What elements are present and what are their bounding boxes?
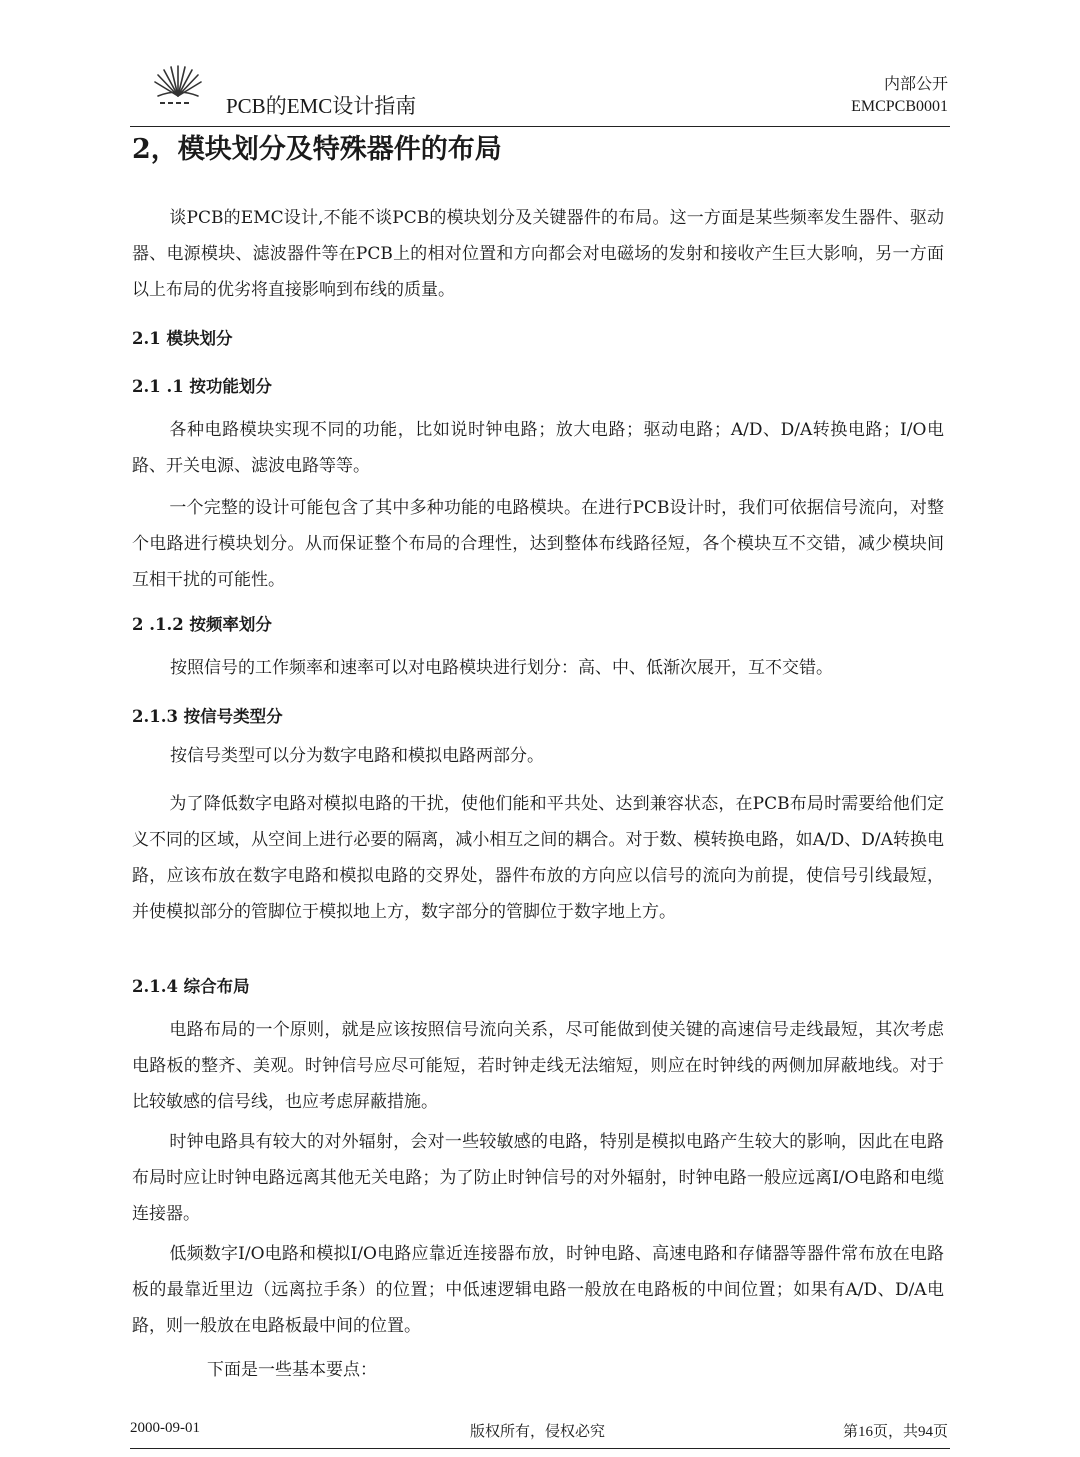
paragraph-2-1-1-b: 一个完整的设计可能包含了其中多种功能的电路模块。在进行PCB设计时，我们可依据信号流向，对整个电路进行模块划分。从而保证整个布局的合理性，达到整体布线路径短，各个模块互不交错，减少模块间互相干扰的可能性。 <box>132 498 944 590</box>
footer-page-number: 第16页，共94页 <box>842 1424 948 1440</box>
paragraph-2-1-4-b: 时钟电路具有较大的对外辐射，会对一些较敏感的电路，特别是模拟电路产生较大的影响，因此在电路布局时应让时钟电路远离其他无关电路；为了防止时钟信号的对外辐射，时钟电路一般应远离I/O电路和电缆连接器。 <box>132 1132 944 1224</box>
page-footer <box>130 1420 950 1449</box>
paragraph-2-1-3-a: 按信号类型可以分为数字电路和模拟电路两部分。 <box>170 746 544 766</box>
classification-label: 内部公开 <box>883 76 948 93</box>
heading-2-1-3: 2.1.3 按信号类型分 <box>132 707 283 726</box>
intro-paragraph: 谈PCB的EMC设计,不能不谈PCB的模块划分及关键器件的布局。这一方面是某些频率发生器件、驱动器、电源模块、滤波器件等在PCB上的相对位置和方向都会对电磁场的发射和接收产生巨大影响，另一方面以上布局的优劣将直接影响到布线的质量。 <box>132 208 944 300</box>
section-heading-2: 2，模块划分及特殊器件的布局 <box>132 134 502 165</box>
paragraph-2-1-3-b: 为了降低数字电路对模拟电路的干扰，使他们能和平共处、达到兼容状态，在PCB布局时需要给他们定义不同的区域，从空间上进行必要的隔离，减小相互之间的耦合。对于数、模转换电路，如A/D、D/A转换电路，应该布放在数字电路和模拟电路的交界处，器件布放的方向应以信号的流向为前提，使信号引线最短，并使模拟部分的管脚位于模拟地上方，数字部分的管脚位于数字地上方。 <box>132 794 944 922</box>
paragraph-2-1-1-a: 各种电路模块实现不同的功能，比如说时钟电路；放大电路；驱动电路；A/D、D/A转换电路；I/O电路、开关电源、滤波电路等等。 <box>132 420 944 476</box>
heading-2-1-1: 2.1 .1 按功能划分 <box>132 377 272 396</box>
heading-2-1-4: 2.1.4 综合布局 <box>132 977 250 996</box>
header-meta <box>851 74 948 118</box>
heading-2-1: 2.1 模块划分 <box>132 329 233 348</box>
document-title: PCB的EMC设计指南 <box>226 94 417 118</box>
paragraph-2-1-4-a: 电路布局的一个原则，就是应该按照信号流向关系，尽可能做到使关键的高速信号走线最短，其次考虑电路板的整齐、美观。时钟信号应尽可能短，若时钟走线无法缩短，则应在时钟线的两侧加屏蔽地线。对于比较敏感的信号线，也应考虑屏蔽措施。 <box>132 1020 944 1112</box>
footer-copyright: 版权所有，侵权必究 <box>470 1424 606 1440</box>
paragraph-2-1-2: 按照信号的工作频率和速率可以对电路模块进行划分：高、中、低渐次展开，互不交错。 <box>170 658 833 678</box>
page-header <box>130 62 950 127</box>
paragraph-key-points: 下面是一些基本要点： <box>207 1360 377 1380</box>
footer-date: 2000-09-01 <box>130 1420 200 1436</box>
shell-fan-logo-icon <box>152 62 204 110</box>
document-code: EMCPCB0001 <box>851 98 948 115</box>
paragraph-2-1-4-c: 低频数字I/O电路和模拟I/O电路应靠近连接器布放，时钟电路、高速电路和存储器等器件常布放在电路板的最靠近里边（远离拉手条）的位置；中低速逻辑电路一般放在电路板的中间位置；如果有A/D、D/A电路，则一般放在电路板最中间的位置。 <box>132 1244 944 1336</box>
heading-2-1-2: 2 .1.2 按频率划分 <box>132 615 272 634</box>
